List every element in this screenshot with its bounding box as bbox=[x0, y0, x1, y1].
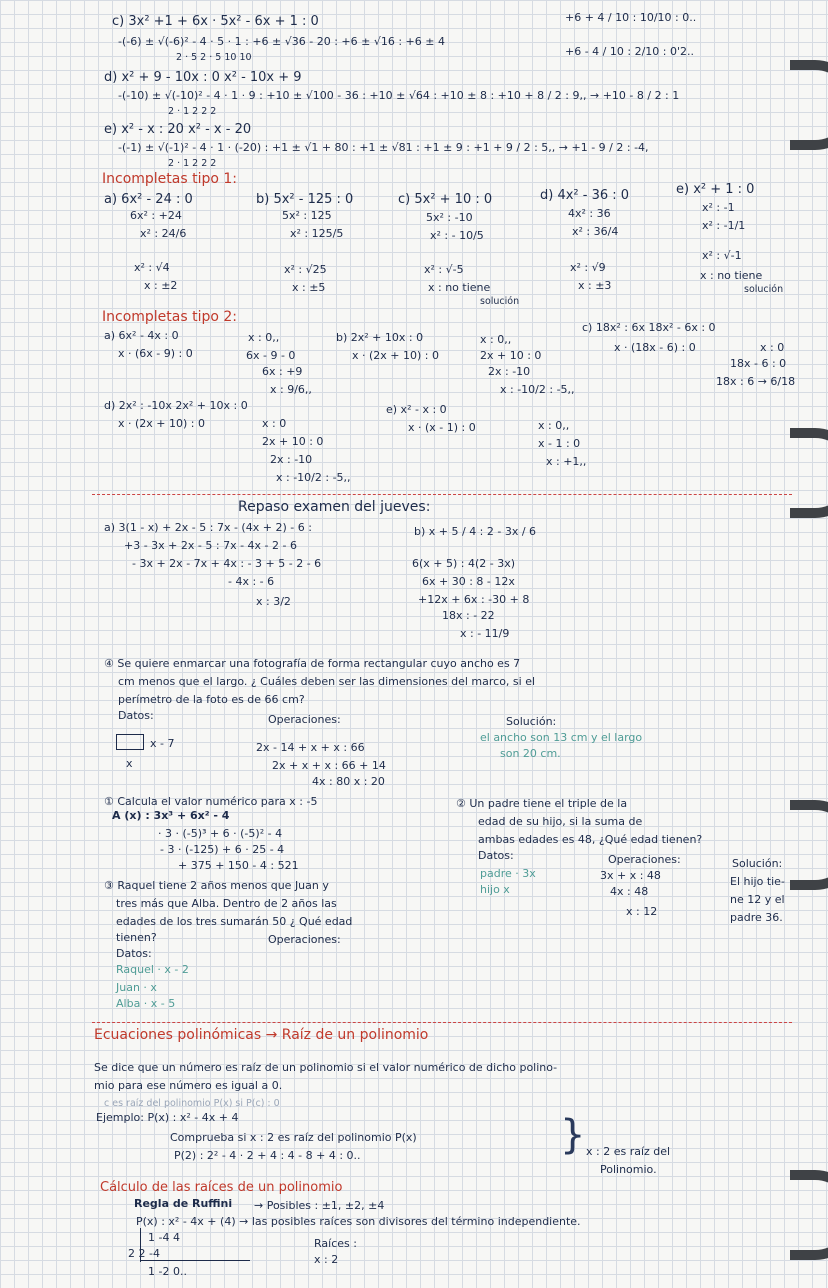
inc1-e-6: solución bbox=[744, 284, 784, 295]
problem-4-sol-1: el ancho son 13 cm y el largo bbox=[480, 731, 643, 744]
repaso-a-3: - 3x + 2x - 7x + 4x : - 3 + 5 - 2 - 6 bbox=[132, 557, 322, 570]
inc2-d-3: x : 0 bbox=[262, 417, 287, 430]
repaso-b-6: x : - 11/9 bbox=[460, 627, 510, 640]
inc1-a-5: x : ±2 bbox=[144, 279, 178, 292]
inc2-e-5: x : +1,, bbox=[546, 455, 587, 468]
binder-ring-bottom bbox=[790, 1170, 828, 1260]
problem-3-dato-1: Raquel · x - 2 bbox=[116, 963, 189, 976]
inc2-a-4: 6x - 9 - 0 bbox=[246, 349, 296, 362]
repaso-b-2: 6(x + 5) : 4(2 - 3x) bbox=[412, 557, 516, 570]
inc1-e-5: x : no tiene bbox=[700, 269, 763, 282]
rect-length-label: x bbox=[126, 757, 133, 770]
inc1-a-3: x² : 24/6 bbox=[140, 227, 187, 240]
inc2-b-3: x : 0,, bbox=[480, 333, 512, 346]
inc2-b-6: x : -10/2 : -5,, bbox=[500, 383, 575, 396]
repaso-a-5: x : 3/2 bbox=[256, 595, 291, 608]
problem-2-text-2: edad de su hijo, si la suma de bbox=[478, 815, 643, 828]
poly-text-3: c es raíz del polinomio P(x) si P(c) : 0 bbox=[104, 1098, 280, 1109]
problem-4-op-2: 2x + x + x : 66 + 14 bbox=[272, 759, 386, 772]
inc1-b-2: 5x² : 125 bbox=[282, 209, 332, 222]
inc2-b-5: 2x : -10 bbox=[488, 365, 531, 378]
problem-3-dato-3: Alba · x - 5 bbox=[116, 997, 176, 1010]
inc1-d-4: x² : √9 bbox=[570, 261, 606, 274]
problem-3-ops: Operaciones: bbox=[268, 933, 341, 946]
problem-3-text-3: edades de los tres sumarán 50 ¿ Qué edad bbox=[116, 915, 353, 928]
inc2-e-1: e) x² - x : 0 bbox=[386, 403, 447, 416]
problem-2-sol-1: El hijo tie- bbox=[730, 875, 785, 888]
inc2-c-4: 18x - 6 : 0 bbox=[730, 357, 787, 370]
inc1-c-6: solución bbox=[480, 296, 520, 307]
inc2-a-3: x : 0,, bbox=[248, 331, 280, 344]
inc1-b-3: x² : 125/5 bbox=[290, 227, 344, 240]
problem-4-text-2: cm menos que el largo. ¿ Cuáles deben ser las dimensiones del marco, si el bbox=[118, 675, 536, 688]
section-title-incompletas-2: Incompletas tipo 2: bbox=[102, 309, 238, 325]
problem-2-datos: Datos: bbox=[478, 849, 514, 862]
ruffini-title: Regla de Ruffini bbox=[134, 1197, 233, 1210]
inc1-d-2: 4x² : 36 bbox=[568, 207, 611, 220]
problem-4-datos: Datos: bbox=[118, 709, 154, 722]
inc1-b-4: x² : √25 bbox=[284, 263, 327, 276]
problem-3-text-2: tres más que Alba. Dentro de 2 años las bbox=[116, 897, 337, 910]
d-equation: d) x² + 9 - 10x : 0 x² - 10x + 9 bbox=[104, 70, 302, 85]
brace: } bbox=[560, 1112, 586, 1158]
rectangle-sketch bbox=[116, 734, 144, 750]
inc1-a-4: x² : √4 bbox=[134, 261, 170, 274]
inc2-d-4: 2x + 10 : 0 bbox=[262, 435, 324, 448]
inc1-e-2: x² : -1 bbox=[702, 201, 735, 214]
inc2-a-1: a) 6x² - 4x : 0 bbox=[104, 329, 179, 342]
raiz-value: x : 2 bbox=[314, 1253, 339, 1266]
inc2-b-4: 2x + 10 : 0 bbox=[480, 349, 542, 362]
inc1-c-5: x : no tiene bbox=[428, 281, 491, 294]
poly-example-3: P(2) : 2² - 4 · 2 + 4 : 4 - 8 + 4 : 0.. bbox=[174, 1149, 361, 1162]
ruffini-row-1: 1 -4 4 bbox=[148, 1231, 180, 1244]
inc1-c-1: c) 5x² + 10 : 0 bbox=[398, 192, 493, 207]
repaso-a-4: - 4x : - 6 bbox=[228, 575, 275, 588]
problem-2-text-1: ② Un padre tiene el triple de la bbox=[456, 797, 628, 810]
poly-conclusion-2: Polinomio. bbox=[600, 1163, 657, 1176]
problem-1-text: ① Calcula el valor numérico para x : -5 bbox=[104, 795, 318, 808]
problem-2-sol: Solución: bbox=[732, 857, 783, 870]
inc2-d-6: x : -10/2 : -5,, bbox=[276, 471, 351, 484]
repaso-b-5: 18x : - 22 bbox=[442, 609, 495, 622]
repaso-b-3: 6x + 30 : 8 - 12x bbox=[422, 575, 515, 588]
inc1-d-1: d) 4x² - 36 : 0 bbox=[540, 188, 630, 203]
e-denominators: 2 · 1 2 2 2 bbox=[168, 158, 217, 169]
inc1-c-3: x² : - 10/5 bbox=[430, 229, 484, 242]
inc1-c-4: x² : √-5 bbox=[424, 263, 464, 276]
binder-ring-lower bbox=[790, 800, 828, 890]
problem-4-sol: Solución: bbox=[506, 715, 557, 728]
inc2-a-2: x · (6x - 9) : 0 bbox=[118, 347, 193, 360]
section-title-incompletas-1: Incompletas tipo 1: bbox=[102, 171, 238, 187]
inc2-d-1: d) 2x² : -10x 2x² + 10x : 0 bbox=[104, 399, 248, 412]
e-equation: e) x² - x : 20 x² - x - 20 bbox=[104, 122, 252, 137]
section-title-repaso: Repaso examen del jueves: bbox=[238, 499, 431, 515]
inc1-b-1: b) 5x² - 125 : 0 bbox=[256, 192, 354, 207]
problem-2-text-3: ambas edades es 48, ¿Qué edad tienen? bbox=[478, 833, 703, 846]
ruffini-note: → Posibles : ±1, ±2, ±4 bbox=[254, 1199, 385, 1212]
repaso-a-1: a) 3(1 - x) + 2x - 5 : 7x - (4x + 2) - 6 : bbox=[104, 521, 312, 534]
problem-2-dato-2: hijo x bbox=[480, 883, 510, 896]
problem-4-ops: Operaciones: bbox=[268, 713, 341, 726]
binder-ring-middle bbox=[790, 428, 828, 518]
problem-2-op-1: 3x + x : 48 bbox=[600, 869, 661, 882]
problem-1-step-2: - 3 · (-125) + 6 · 25 - 4 bbox=[160, 843, 285, 856]
dashed-divider-2 bbox=[92, 1022, 792, 1023]
inc1-d-5: x : ±3 bbox=[578, 279, 612, 292]
inc2-a-6: x : 9/6,, bbox=[270, 383, 312, 396]
problem-4-sol-2: son 20 cm. bbox=[500, 747, 561, 760]
inc2-c-1: c) 18x² : 6x 18x² - 6x : 0 bbox=[582, 321, 716, 334]
problem-3-text-1: ③ Raquel tiene 2 años menos que Juan y bbox=[104, 879, 329, 892]
inc2-b-1: b) 2x² + 10x : 0 bbox=[336, 331, 424, 344]
problem-1-function: A (x) : 3x³ + 6x² - 4 bbox=[112, 809, 230, 822]
inc2-d-2: x · (2x + 10) : 0 bbox=[118, 417, 205, 430]
c-root-2: +6 - 4 / 10 : 2/10 : 0'2.. bbox=[565, 45, 694, 58]
poly-example-2: Comprueba si x : 2 es raíz del polinomio P(x) bbox=[170, 1131, 417, 1144]
inc1-a-1: a) 6x² - 24 : 0 bbox=[104, 192, 193, 207]
problem-2-sol-3: padre 36. bbox=[730, 911, 783, 924]
poly-px: P(x) : x² - 4x + (4) → las posibles raíces son divisores del término independiente. bbox=[136, 1215, 581, 1228]
inc2-e-2: x · (x - 1) : 0 bbox=[408, 421, 476, 434]
problem-2-dato-1: padre · 3x bbox=[480, 867, 536, 880]
problem-3-text-4: tienen? bbox=[116, 931, 157, 944]
inc2-c-2: x · (18x - 6) : 0 bbox=[614, 341, 696, 354]
problem-2-op-3: x : 12 bbox=[626, 905, 658, 918]
problem-1-step-1: · 3 · (-5)³ + 6 · (-5)² - 4 bbox=[158, 827, 283, 840]
problem-1-step-3: + 375 + 150 - 4 : 521 bbox=[178, 859, 299, 872]
inc1-e-3: x² : -1/1 bbox=[702, 219, 746, 232]
repaso-b-4: +12x + 6x : -30 + 8 bbox=[418, 593, 530, 606]
ruffini-line bbox=[140, 1260, 250, 1261]
problem-4-text-3: perímetro de la foto es de 66 cm? bbox=[118, 693, 305, 706]
binder-ring-top bbox=[790, 60, 828, 150]
raices-label: Raíces : bbox=[314, 1237, 357, 1250]
c-formula: -(-6) ± √(-6)² - 4 · 5 · 1 : +6 ± √36 - 20 : +6 ± √16 : +6 ± 4 bbox=[118, 35, 445, 48]
c-root-1: +6 + 4 / 10 : 10/10 : 0.. bbox=[565, 11, 697, 24]
poly-conclusion-1: x : 2 es raíz del bbox=[586, 1145, 671, 1158]
problem-3-datos: Datos: bbox=[116, 947, 152, 960]
problem-4-op-3: 4x : 80 x : 20 bbox=[312, 775, 385, 788]
poly-text-2: mio para ese número es igual a 0. bbox=[94, 1079, 283, 1092]
inc2-c-3: x : 0 bbox=[760, 341, 785, 354]
d-denominators: 2 · 1 2 2 2 bbox=[168, 106, 217, 117]
ruffini-row-3: 1 -2 0.. bbox=[148, 1265, 187, 1278]
problem-4-op-1: 2x - 14 + x + x : 66 bbox=[256, 741, 365, 754]
inc2-e-3: x : 0,, bbox=[538, 419, 570, 432]
problem-3-dato-2: Juan · x bbox=[116, 981, 157, 994]
repaso-b-1: b) x + 5 / 4 : 2 - 3x / 6 bbox=[414, 525, 537, 538]
ruffini-row-2: 2 2 -4 bbox=[128, 1247, 160, 1260]
poly-text-1: Se dice que un número es raíz de un polinomio si el valor numérico de dicho polino- bbox=[94, 1061, 558, 1074]
repaso-a-2: +3 - 3x + 2x - 5 : 7x - 4x - 2 - 6 bbox=[124, 539, 297, 552]
inc2-b-2: x · (2x + 10) : 0 bbox=[352, 349, 439, 362]
rect-width-label: x - 7 bbox=[150, 737, 175, 750]
c-equation: c) 3x² +1 + 6x · 5x² - 6x + 1 : 0 bbox=[112, 14, 319, 29]
inc1-b-5: x : ±5 bbox=[292, 281, 326, 294]
inc2-a-5: 6x : +9 bbox=[262, 365, 303, 378]
inc1-d-3: x² : 36/4 bbox=[572, 225, 619, 238]
inc1-e-4: x² : √-1 bbox=[702, 249, 742, 262]
e-formula: -(-1) ± √(-1)² - 4 · 1 · (-20) : +1 ± √1 + 80 : +1 ± √81 : +1 ± 9 : +1 + 9 / 2 : 5,, → +1 - 9 / 2 : -4, bbox=[118, 141, 649, 154]
dashed-divider-1 bbox=[92, 494, 792, 495]
c-denominators: 2 · 5 2 · 5 10 10 bbox=[176, 52, 252, 63]
poly-example: Ejemplo: P(x) : x² - 4x + 4 bbox=[96, 1111, 239, 1124]
poly-calc-title: Cálculo de las raíces de un polinomio bbox=[100, 1180, 343, 1195]
inc2-d-5: 2x : -10 bbox=[270, 453, 313, 466]
d-formula: -(-10) ± √(-10)² - 4 · 1 · 9 : +10 ± √100 - 36 : +10 ± √64 : +10 ± 8 : +10 + 8 / 2 : 9,, → +10 - 8 / 2 : 1 bbox=[118, 89, 680, 102]
problem-2-op-2: 4x : 48 bbox=[610, 885, 649, 898]
inc1-c-2: 5x² : -10 bbox=[426, 211, 473, 224]
problem-2-ops: Operaciones: bbox=[608, 853, 681, 866]
problem-2-sol-2: ne 12 y el bbox=[730, 893, 785, 906]
problem-4-text-1: ④ Se quiere enmarcar una fotografía de forma rectangular cuyo ancho es 7 bbox=[104, 657, 521, 670]
inc1-a-2: 6x² : +24 bbox=[130, 209, 182, 222]
inc2-c-5: 18x : 6 → 6/18 bbox=[716, 375, 796, 388]
section-title-polinomios: Ecuaciones polinómicas → Raíz de un polinomio bbox=[94, 1027, 429, 1043]
ruffini-vertical-line bbox=[140, 1228, 141, 1262]
inc2-e-4: x - 1 : 0 bbox=[538, 437, 581, 450]
inc1-e-1: e) x² + 1 : 0 bbox=[676, 182, 755, 197]
